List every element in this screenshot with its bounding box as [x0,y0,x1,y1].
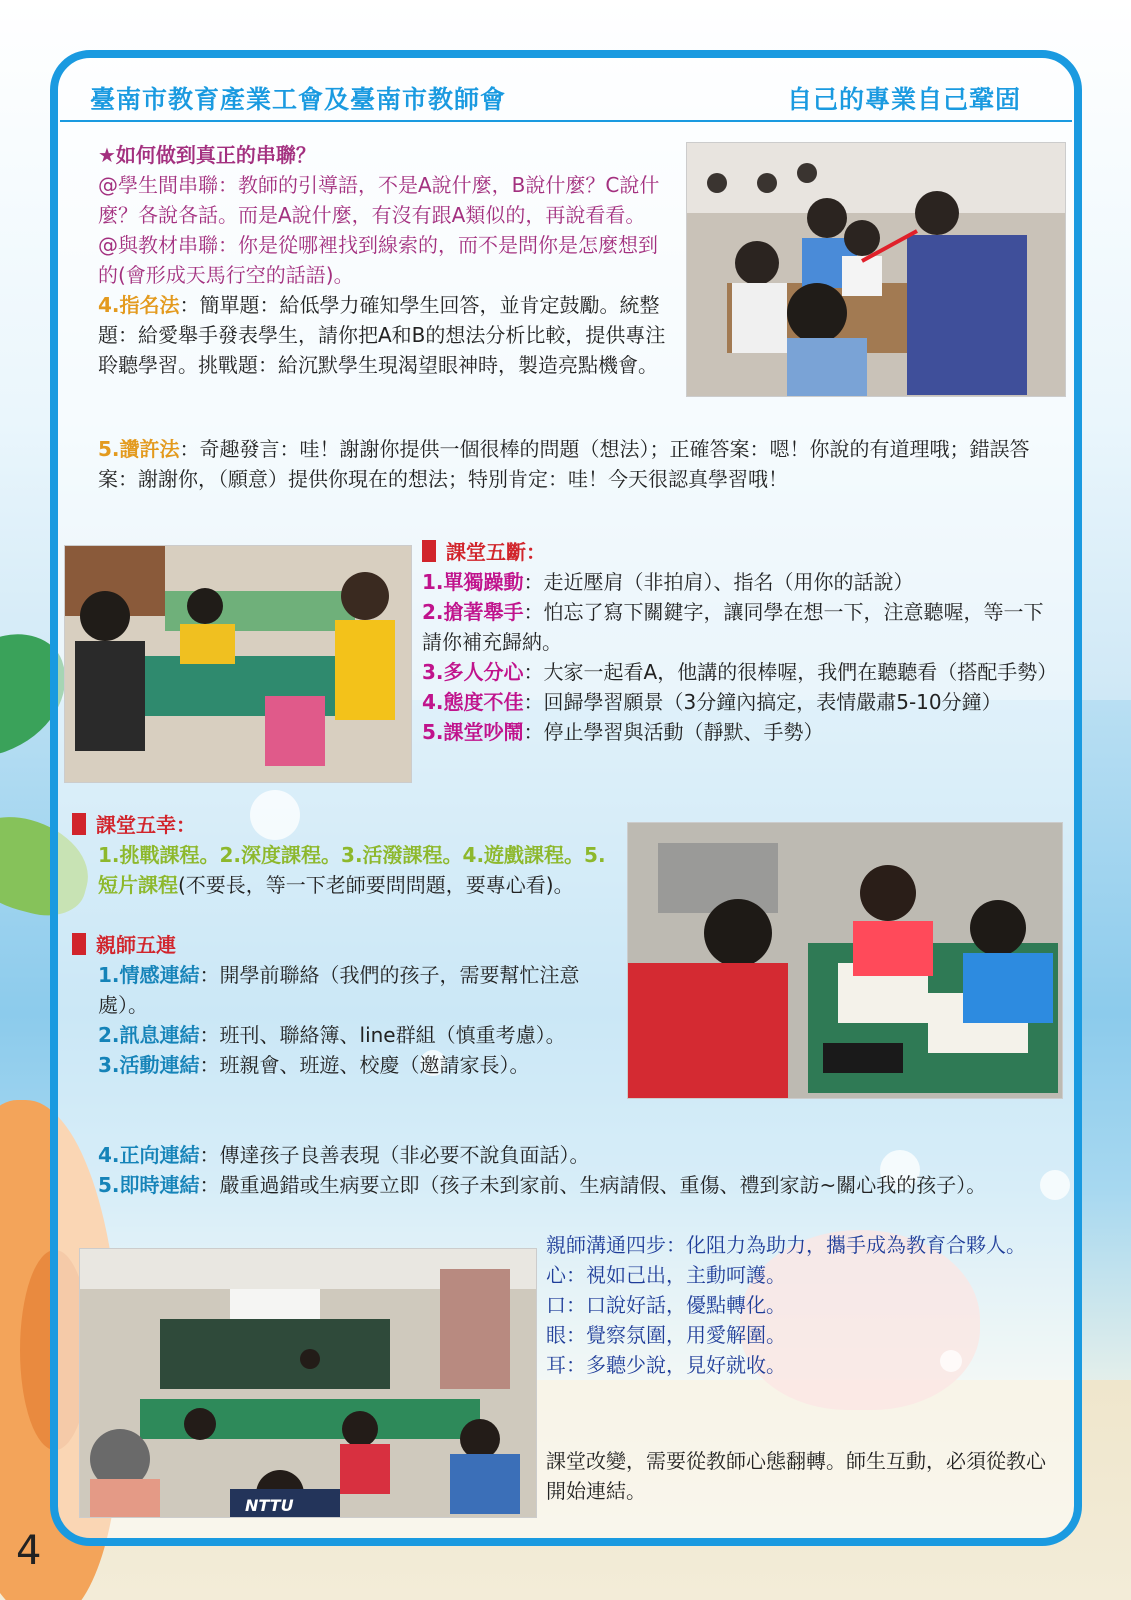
list-item: 5.即時連結：嚴重過錯或生病要立即（孩子未到家前、生病請假、重傷、禮到家訪~關心我的孩子）。 [98,1173,987,1197]
list-item: 5.課堂吵鬧：停止學習與活動（靜默、手勢） [422,720,824,744]
courses-text: 1.挑戰課程。2.深度課程。3.活潑課程。4.遊戲課程。5.短片課程(不要長，等一下老師要問問題，要專心看)。 [98,843,606,897]
list-item: 4.態度不佳：回歸學習願景（3分鐘內搞定，表情嚴肅5-10分鐘） [422,690,1002,714]
naming-text: ：簡單題：給低學力確知學生回答，並肯定鼓勵。統整題：給愛舉手發表學生，請你把A和B的想法分析比較，提供專注聆聽學習。挑戰題：給沉默學生現渴望眼神時，製造亮點機會。 [98,293,666,377]
photo-group-work [627,822,1063,1099]
list-item: 4.正向連結：傳達孩子良善表現（非必要不說負面話）。 [98,1143,590,1167]
photo-classroom-hands-raised [79,1248,537,1518]
communication-title: 親師溝通四步：化阻力為助力，攜手成為教育合夥人。 [546,1233,1026,1257]
section-linking [98,140,673,380]
header-divider [60,120,1072,122]
list-item: 耳：多聽少說，見好就收。 [546,1353,786,1377]
section-five-courses [72,810,612,900]
closing-statement: 課堂改變，需要從教師心態翻轉。師生互動，必須從教心開始連結。 [546,1449,1046,1503]
photo-illustration [687,143,1065,396]
praise-text: ：奇趣發言：哇！謝謝你提供一個很棒的問題（想法）；正確答案：嗯！你說的有道理哦；錯誤答案：謝謝你，（願意）提供你現在的想法；特別肯定：哇！今天很認真學習哦！ [98,437,1030,491]
material-linking-text: @與教材串聯：你是從哪裡找到線索的，而不是問你是怎麼想到的(會形成天馬行空的話語)。 [98,233,658,287]
list-item: 口：口說好話，優點轉化。 [546,1293,786,1317]
photo-illustration [65,546,411,782]
praise-label: 5.讚許法 [98,437,180,461]
list-item: 2.訊息連結：班刊、聯絡簿、line群組（慎重考慮）。 [98,1023,566,1047]
shirt-text: NTTU [245,1496,294,1515]
header-left-title: 臺南市教育產業工會及臺南市教師會 [90,85,507,114]
naming-label: 4.指名法 [98,293,180,317]
list-item: 1.情感連結：開學前聯絡（我們的孩子，需要幫忙注意處）。 [98,963,580,1017]
list-item: 心：視如己出，主動呵護。 [546,1263,786,1287]
photo-illustration [628,823,1062,1098]
header-right-title: 自己的專業自己鞏固 [786,85,1021,114]
photo-teacher-with-students [686,142,1066,397]
section-parent-teacher-links [72,930,602,1080]
list-item: 3.多人分心：大家一起看A，他講的很棒喔，我們在聽聽看（搭配手勢） [422,660,1058,684]
section-parent-teacher-links-cont [98,1140,1048,1200]
list-item: 2.搶著舉手：怕忘了寫下關鍵字，讓同學在想一下，注意聽喔，等一下請你補充歸納。 [422,600,1044,654]
red-bar-marker [72,933,86,955]
section-heading: ★如何做到真正的串聯？ [98,143,316,167]
photo-students-at-desks [64,545,412,783]
list-item: 3.活動連結：班親會、班遊、校慶（邀請家長）。 [98,1053,530,1077]
page-number: 4 [16,1528,42,1574]
photo-illustration [80,1249,536,1517]
red-bar-marker [422,540,436,562]
section-heading: 親師五連 [72,930,602,960]
section-communication-steps [546,1230,1051,1380]
list-item: 眼：覺察氛圍，用愛解圍。 [546,1323,786,1347]
section-heading: 課堂五幸： [72,810,612,840]
list-item: 1.單獨躁動：走近壓肩（非拍肩）、指名（用你的話說） [422,570,914,594]
naming-method [98,290,673,380]
praise-method [98,434,1048,494]
student-linking-text: @學生間串聯：教師的引導語，不是A說什麼，B說什麼？C說什麼？各說各話。而是A說什麼，有沒有跟A類似的，再說看看。 [98,173,660,227]
section-five-interrupts [422,537,1062,747]
red-bar-marker [72,813,86,835]
section-heading: 課堂五斷： [422,537,1062,567]
